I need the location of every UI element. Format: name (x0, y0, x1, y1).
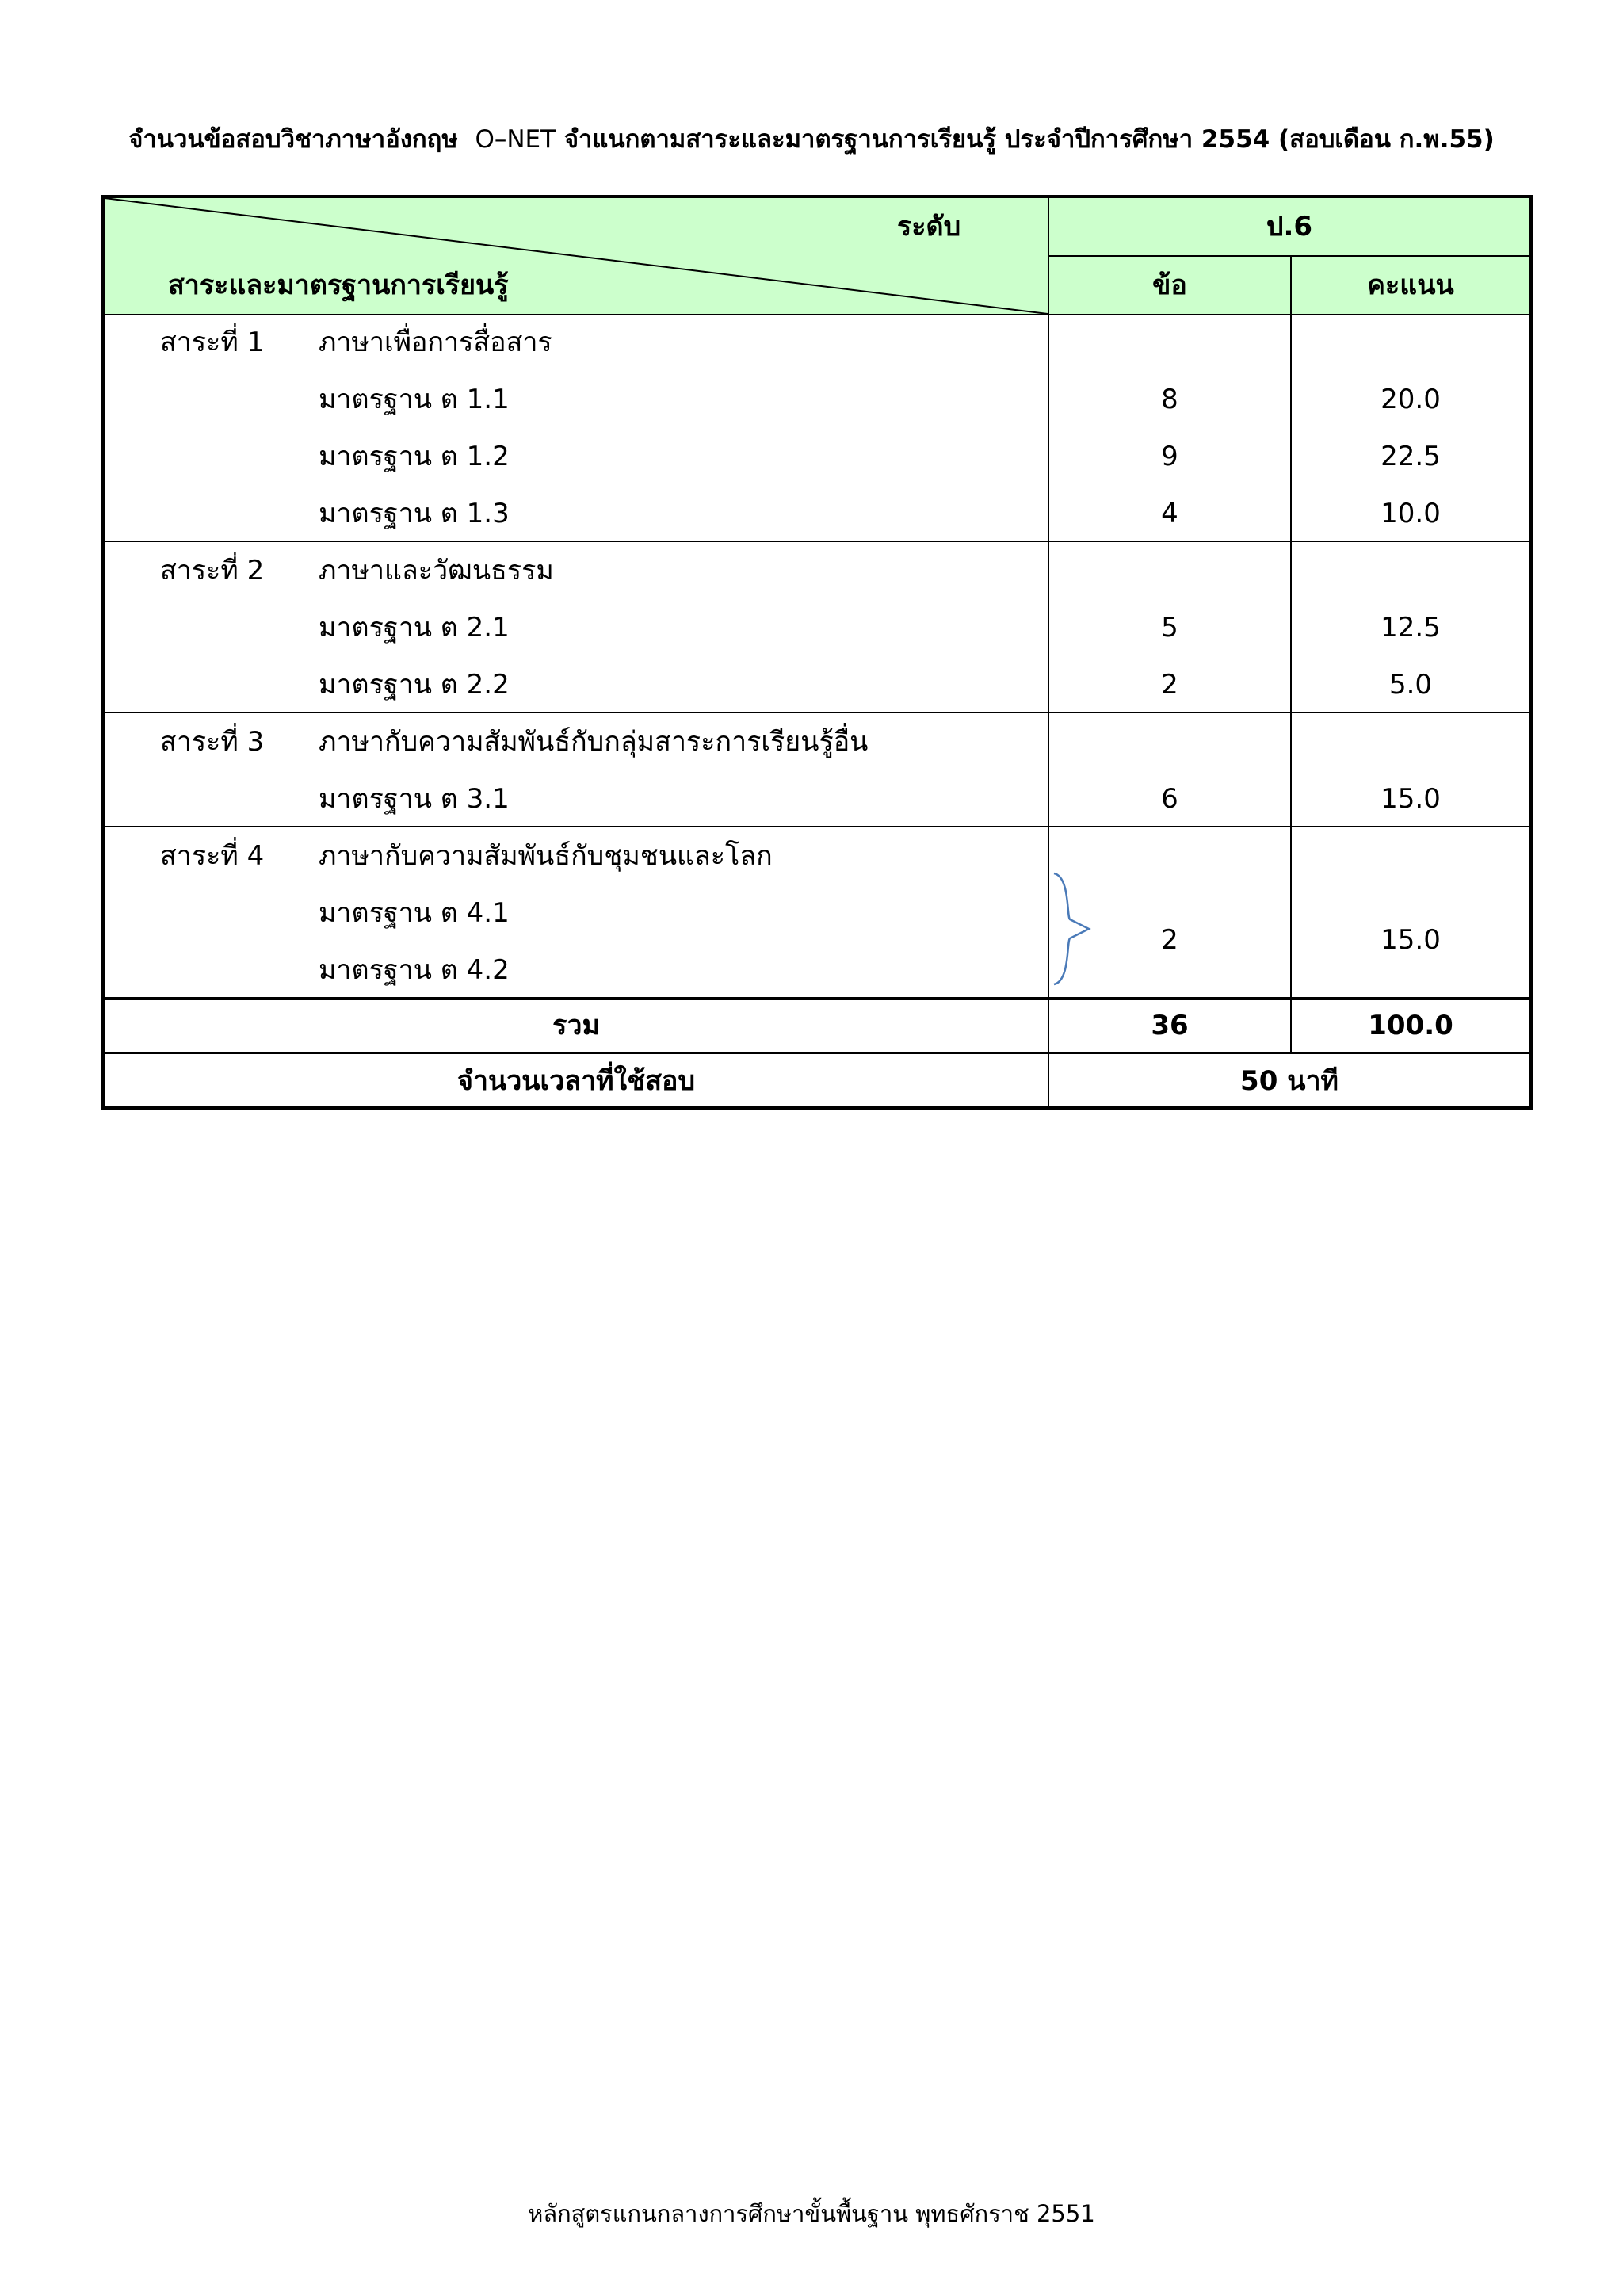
standard-label: มาตรฐาน ต 3.1 (319, 783, 510, 815)
title-exam-code: O–NET (475, 125, 556, 154)
standard-label: มาตรฐาน ต 1.2 (319, 441, 510, 472)
standard-label: มาตรฐาน ต 2.2 (319, 669, 510, 701)
strand-4-label: สาระที่ 4 (160, 840, 265, 872)
total-score: 100.0 (1368, 1010, 1453, 1041)
standard-label: มาตรฐาน ต 1.3 (319, 498, 510, 529)
strand-2-label: สาระที่ 2 (160, 555, 265, 586)
standard-score: 15.0 (1381, 783, 1441, 815)
group-2-bottom-line (105, 712, 1529, 713)
time-value: 50 นาที (1240, 1065, 1338, 1097)
header-items-label: ข้อ (1152, 269, 1187, 301)
standard-items: 8 (1161, 384, 1178, 415)
standard-score: 5.0 (1388, 669, 1433, 701)
header-strand-label: สาระและมาตรฐานการเรียนรู้ (168, 269, 509, 301)
standard-score: 22.5 (1381, 441, 1441, 472)
standard-items: 6 (1161, 783, 1178, 815)
title-part-2: จำแนกตามสาระและมาตรฐานการเรียนรู้ ประจำปีการศึกษา 2554 (สอบเดือน ก.พ.55) (563, 125, 1495, 154)
document-title (0, 119, 1623, 159)
standard-label: มาตรฐาน ต 1.1 (319, 384, 510, 415)
exam-structure-table (101, 195, 1533, 1110)
total-bottom-line (105, 1052, 1529, 1054)
group-1-bottom-line (105, 541, 1529, 542)
standard-score: 10.0 (1381, 498, 1441, 529)
standard-label: มาตรฐาน ต 2.1 (319, 612, 510, 644)
strand-4-name: ภาษากับความสัมพันธ์กับชุมชนและโลก (319, 840, 773, 872)
time-label: จำนวนเวลาที่ใช้สอบ (456, 1065, 696, 1097)
header-bottom-line (105, 314, 1529, 315)
strand-1-label: สาระที่ 1 (160, 327, 265, 358)
header-grade: ป.6 (1266, 211, 1313, 243)
standard-score: 12.5 (1381, 612, 1441, 644)
standard-label: มาตรฐาน ต 4.2 (319, 954, 510, 986)
total-label: รวม (552, 1010, 600, 1041)
header-divider (1048, 255, 1529, 257)
standard-items: 9 (1161, 441, 1178, 472)
standard-items: 4 (1161, 498, 1178, 529)
strand-2-name: ภาษาและวัฒนธรรม (319, 555, 554, 586)
group-3-bottom-line (105, 826, 1529, 827)
standard-score: 20.0 (1381, 384, 1441, 415)
strand-3-label: สาระที่ 3 (160, 726, 265, 758)
header-level-label: ระดับ (897, 211, 961, 243)
strand-4-combined-items: 2 (1161, 924, 1178, 956)
strand-3-name: ภาษากับความสัมพันธ์กับกลุ่มสาระการเรียนรู้อื่น (319, 726, 869, 758)
strand-1-name: ภาษาเพื่อการสื่อสาร (319, 327, 552, 358)
footer-text: หลักสูตรแกนกลางการศึกษาขั้นพื้นฐาน พุทธศักราช 2551 (528, 2200, 1095, 2227)
standard-label: มาตรฐาน ต 4.1 (319, 897, 510, 929)
header-score-label: คะแนน (1367, 269, 1454, 301)
group-4-bottom-line (105, 997, 1529, 1000)
title-part-1: จำนวนข้อสอบวิชาภาษาอังกฤษ (128, 125, 458, 154)
standard-items: 2 (1161, 669, 1178, 701)
standard-items: 5 (1161, 612, 1178, 644)
total-items: 36 (1151, 1010, 1189, 1041)
strand-4-combined-score: 15.0 (1381, 924, 1441, 956)
